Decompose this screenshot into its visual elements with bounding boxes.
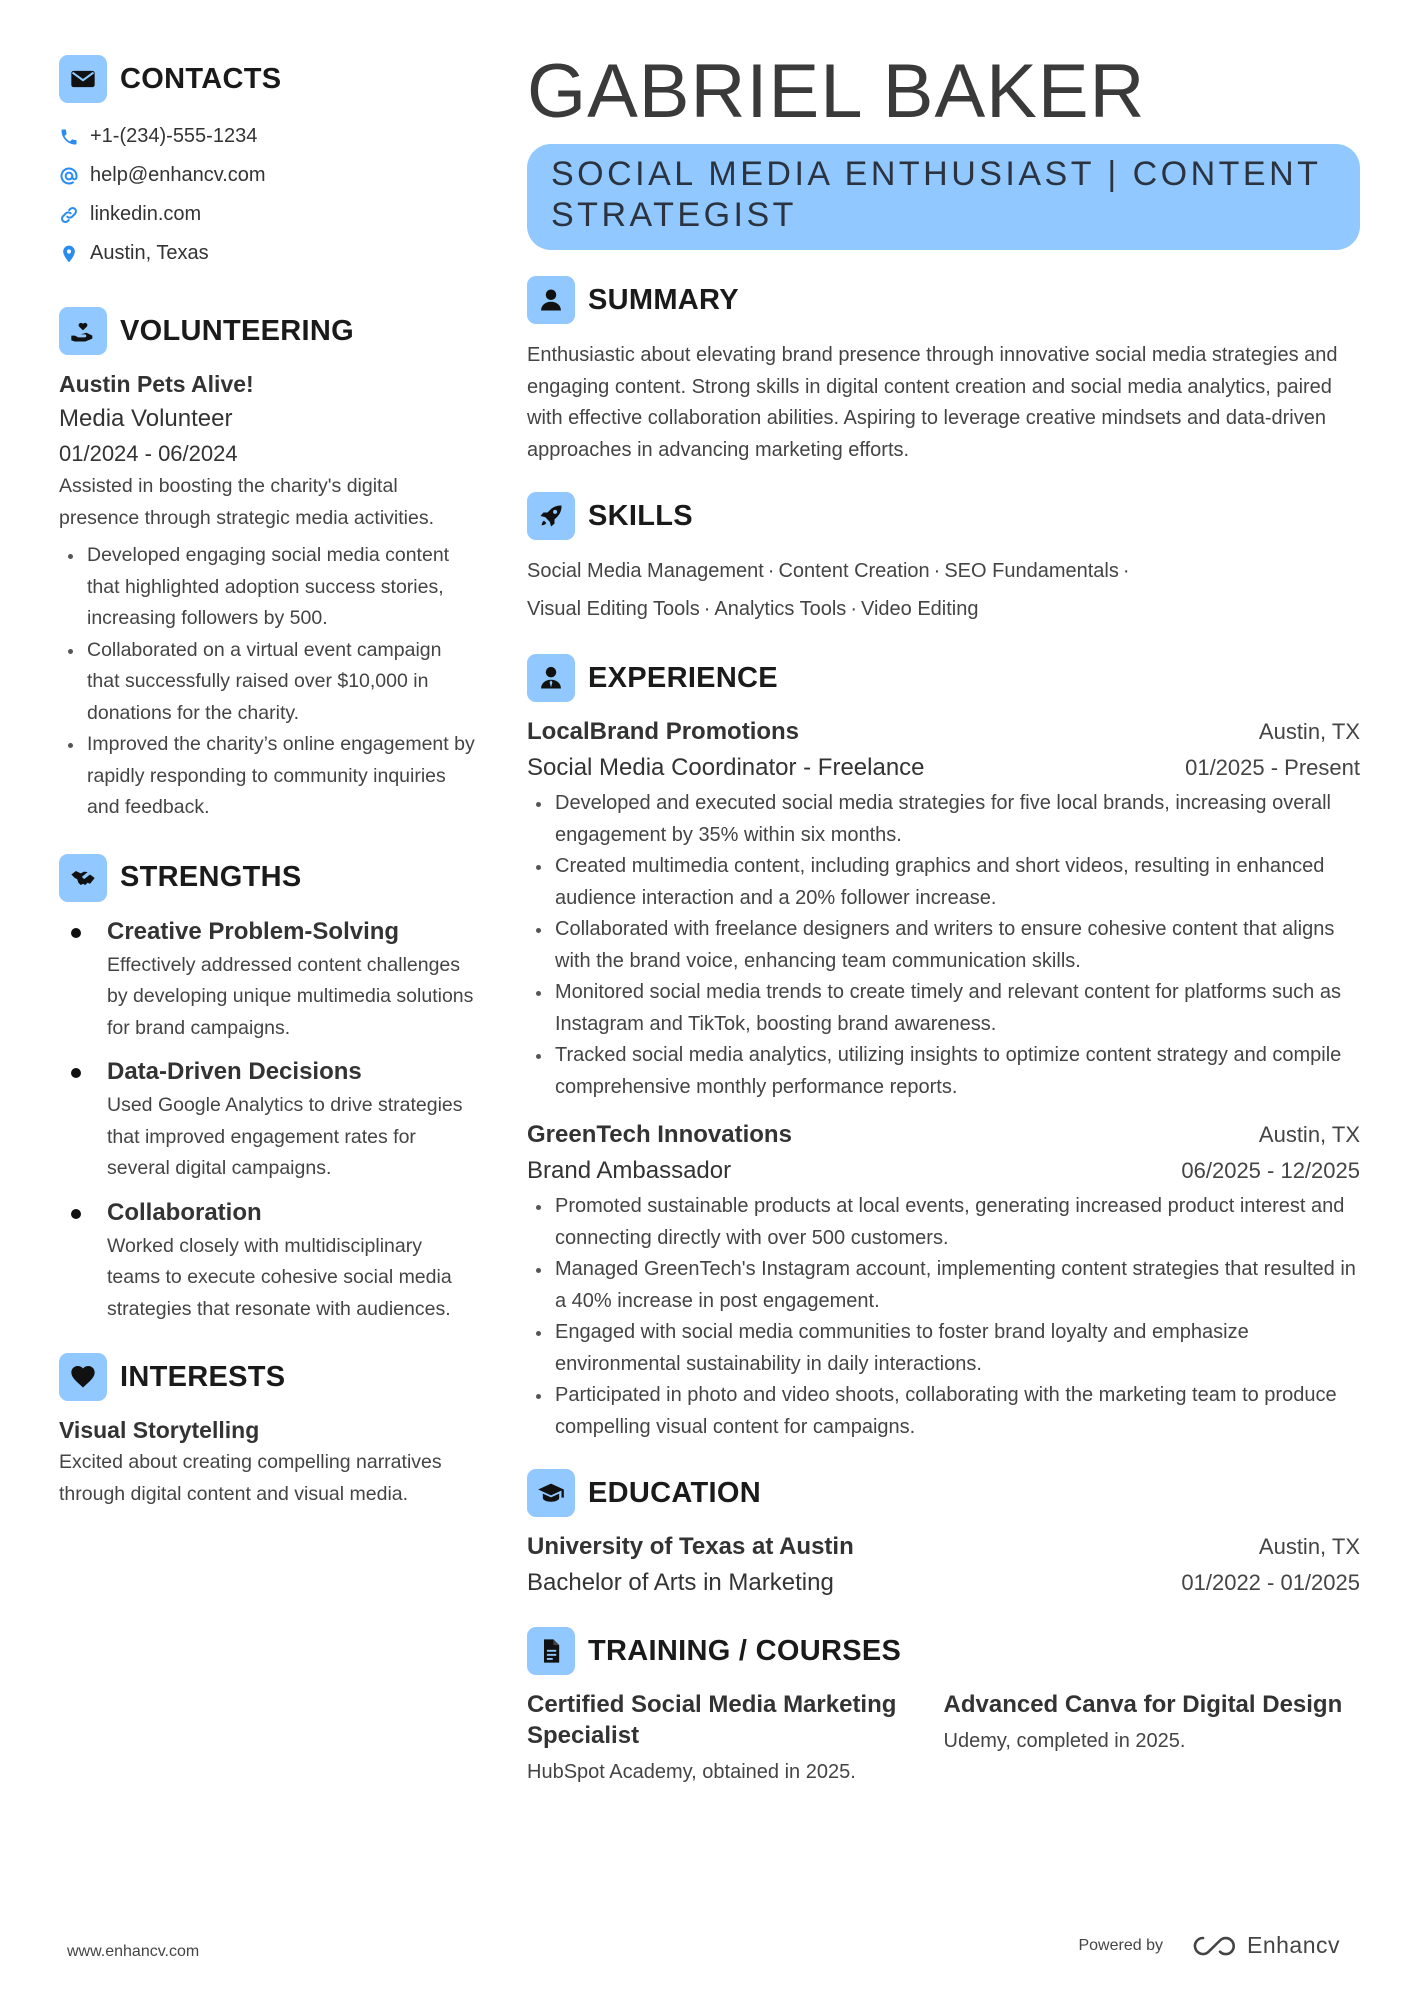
list-item: Promoted sustainable products at local events, generating increased product interest and connecting directly with over 500 customers.: [527, 1191, 1360, 1254]
at-icon: [59, 166, 83, 186]
envelope-icon: [59, 55, 107, 103]
list-item: Improved the charity’s online engagement by rapidly responding to community inquiries and feedback.: [59, 729, 479, 824]
bullet-dot: [71, 928, 81, 938]
candidate-name: GABRIEL BAKER: [527, 49, 1146, 134]
school-name: University of Texas at Austin: [527, 1533, 854, 1560]
training-heading: TRAINING / COURSES: [588, 1634, 902, 1667]
list-item: Managed GreenTech's Instagram account, implementing content strategies that resulted in a 40% increase in post engagement.: [527, 1254, 1360, 1317]
job-header-row: [527, 714, 1360, 750]
strength-item: [59, 914, 479, 1045]
course-item: [527, 1689, 944, 1788]
strength-title: Creative Problem-Solving: [107, 917, 400, 945]
job-subheader-row: [527, 750, 1360, 786]
skill-item: Content Creation: [778, 560, 930, 582]
job-title: Brand Ambassador: [527, 1157, 732, 1184]
experience-heading: EXPERIENCE: [588, 661, 778, 694]
volunteer-bullets: [59, 540, 479, 824]
course-title: Certified Social Media Marketing Specialist: [527, 1691, 897, 1749]
strengths-heading: STRENGTHS: [120, 861, 302, 893]
strengths-heading-row: [59, 854, 479, 902]
summary-section: [527, 276, 1360, 466]
experience-section: [527, 654, 1360, 1443]
interests-heading-row: [59, 1353, 479, 1401]
enhancv-logo-icon: [1191, 1934, 1237, 1958]
course-title: Advanced Canva for Digital Design: [943, 1691, 1343, 1718]
email-text: help@enhancv.com: [90, 164, 266, 186]
strength-title: Data-Driven Decisions: [107, 1058, 362, 1085]
volunteer-org: Austin Pets Alive!: [59, 371, 254, 397]
skill-item: Social Media Management: [527, 560, 764, 582]
education-heading-row: [527, 1469, 1360, 1517]
handshake-icon: [59, 854, 107, 902]
skill-item: Visual Editing Tools: [527, 598, 700, 620]
courses-row: [527, 1689, 1360, 1788]
title-line-1: SOCIAL MEDIA ENTHUSIAST | CONTENT: [551, 155, 1322, 193]
briefcase-user-icon: [527, 654, 575, 702]
strength-desc: Used Google Analytics to drive strategies that improved engagement rates for several digital campaigns.: [107, 1094, 463, 1179]
summary-heading-row: [527, 276, 1360, 324]
job-dates: 01/2025 - Present: [1185, 755, 1360, 780]
summary-text: Enthusiastic about elevating brand presence through innovative social media strategies and engaging content. Strong skills in digital content creation and social media analytics, paired with effective collaboration abilities. Aspiring to leverage creative mindsets and data-driven approaches in advancing marketing efforts.: [527, 344, 1338, 461]
strength-desc: Effectively addressed content challenges by developing unique multimedia solutions for brand campaigns.: [107, 953, 474, 1039]
title-line-2: STRATEGIST: [551, 196, 797, 234]
job-company: LocalBrand Promotions: [527, 718, 800, 745]
interest-desc: Excited about creating compelling narratives through digital content and visual media.: [59, 1451, 442, 1505]
footer-branding[interactable]: [1078, 1932, 1340, 1959]
contact-email[interactable]: [59, 156, 479, 195]
education-entry: [527, 1529, 1360, 1601]
contacts-heading: CONTACTS: [120, 62, 282, 95]
document-icon: [527, 1627, 575, 1675]
contact-phone[interactable]: [59, 117, 479, 156]
education-section: [527, 1469, 1360, 1601]
bullet-dot: [71, 1209, 81, 1219]
job-bullets: [527, 1191, 1360, 1443]
list-item: Collaborated on a virtual event campaign that successfully raised over $10,000 in donations for the charity.: [59, 635, 479, 730]
education-dates: 01/2022 - 01/2025: [1181, 1570, 1360, 1595]
title-banner: [527, 144, 1360, 250]
contact-linkedin[interactable]: [59, 195, 479, 234]
experience-heading-row: [527, 654, 1360, 702]
volunteer-dates: 01/2024 - 06/2024: [59, 441, 238, 466]
volunteering-heading-row: [59, 307, 479, 355]
job-title: Social Media Coordinator - Freelance: [527, 754, 925, 781]
location-text: Austin, Texas: [90, 242, 209, 264]
education-header-row: [527, 1529, 1360, 1565]
job-company: GreenTech Innovations: [527, 1121, 792, 1148]
skills-heading: SKILLS: [588, 499, 693, 532]
rocket-icon: [527, 492, 575, 540]
summary-heading: SUMMARY: [588, 283, 739, 316]
strength-desc: Worked closely with multidisciplinary teams to execute cohesive social media strategies that resonate with audiences.: [107, 1234, 452, 1320]
skills-list: Social Media Management · Content Creation · SEO Fundamentals · Visual Editing Tools · Analytics Tools · Video Editing: [527, 560, 1130, 620]
skills-heading-row: [527, 492, 1360, 540]
link-icon: [59, 205, 83, 225]
strengths-section: [59, 854, 479, 1326]
job-dates: 06/2025 - 12/2025: [1181, 1158, 1360, 1183]
list-item: Monitored social media trends to create timely and relevant content for platforms such as Instagram and TikTok, boosting brand awareness.: [527, 977, 1360, 1040]
left-column: [59, 55, 479, 1510]
job-subheader-row: [527, 1153, 1360, 1189]
volunteer-role: Media Volunteer: [59, 405, 233, 432]
contacts-heading-row: [59, 55, 479, 103]
footer-website[interactable]: www.enhancv.com: [67, 1943, 200, 1960]
volunteering-section: [59, 307, 479, 824]
list-item: Collaborated with freelance designers and writers to ensure cohesive content that aligns with the brand voice, enhancing team communication skills.: [527, 914, 1360, 977]
interests-section: [59, 1353, 479, 1510]
list-item: Participated in photo and video shoots, collaborating with the marketing team to produce compelling visual content for campaigns.: [527, 1380, 1360, 1443]
interests-heading: INTERESTS: [120, 1360, 286, 1393]
phone-icon: [59, 127, 83, 147]
job-bullets: [527, 788, 1360, 1103]
powered-by-text: Powered by: [1078, 1936, 1163, 1954]
list-item: Engaged with social media communities to foster brand loyalty and emphasize environmental sustainability in daily interactions.: [527, 1317, 1360, 1380]
training-heading-row: [527, 1627, 1360, 1675]
linkedin-text: linkedin.com: [90, 203, 202, 225]
job-entry: [527, 714, 1360, 1103]
strength-title: Collaboration: [107, 1198, 262, 1226]
contacts-section: [59, 55, 479, 273]
strength-item: [59, 1195, 479, 1326]
brand-name: Enhancv: [1246, 1932, 1340, 1958]
right-column: [527, 50, 1360, 1788]
education-heading: EDUCATION: [588, 1476, 761, 1509]
skill-item: Video Editing: [860, 598, 979, 620]
training-section: [527, 1627, 1360, 1788]
bullet-dot: [71, 1068, 81, 1078]
list-item: Developed and executed social media strategies for five local brands, increasing overall engagement by 35% within six months.: [527, 788, 1360, 851]
skill-item: Analytics Tools: [714, 598, 847, 620]
hand-heart-icon: [59, 307, 107, 355]
skill-item: SEO Fundamentals: [944, 560, 1119, 582]
phone-text: +1-(234)-555-1234: [90, 125, 258, 147]
volunteer-description: Assisted in boosting the charity's digital presence through strategic media activities.: [59, 475, 435, 529]
location-pin-icon: [59, 244, 83, 264]
education-subheader-row: [527, 1565, 1360, 1601]
course-desc: HubSpot Academy, obtained in 2025.: [527, 1761, 856, 1783]
contact-list: [59, 117, 479, 273]
job-header-row: [527, 1117, 1360, 1153]
strength-item: [59, 1054, 479, 1185]
school-location: Austin, TX: [1258, 1534, 1360, 1559]
contact-location: [59, 234, 479, 273]
list-item: Created multimedia content, including graphics and short videos, resulting in enhanced audience interaction and a 20% follower increase.: [527, 851, 1360, 914]
skills-section: [527, 492, 1360, 628]
course-desc: Udemy, completed in 2025.: [943, 1730, 1186, 1752]
interest-title: Visual Storytelling: [59, 1417, 260, 1443]
volunteering-heading: VOLUNTEERING: [120, 314, 354, 347]
list-item: Tracked social media analytics, utilizing insights to optimize content strategy and compile comprehensive monthly performance reports.: [527, 1040, 1360, 1103]
list-item: Developed engaging social media content that highlighted adoption success stories, increasing followers by 500.: [59, 540, 479, 635]
degree: Bachelor of Arts in Marketing: [527, 1569, 834, 1596]
heart-icon: [59, 1353, 107, 1401]
user-icon: [527, 276, 575, 324]
job-entry: [527, 1117, 1360, 1443]
job-location: Austin, TX: [1258, 1122, 1360, 1147]
course-item: [944, 1689, 1361, 1788]
graduation-cap-icon: [527, 1469, 575, 1517]
job-location: Austin, TX: [1258, 719, 1360, 744]
